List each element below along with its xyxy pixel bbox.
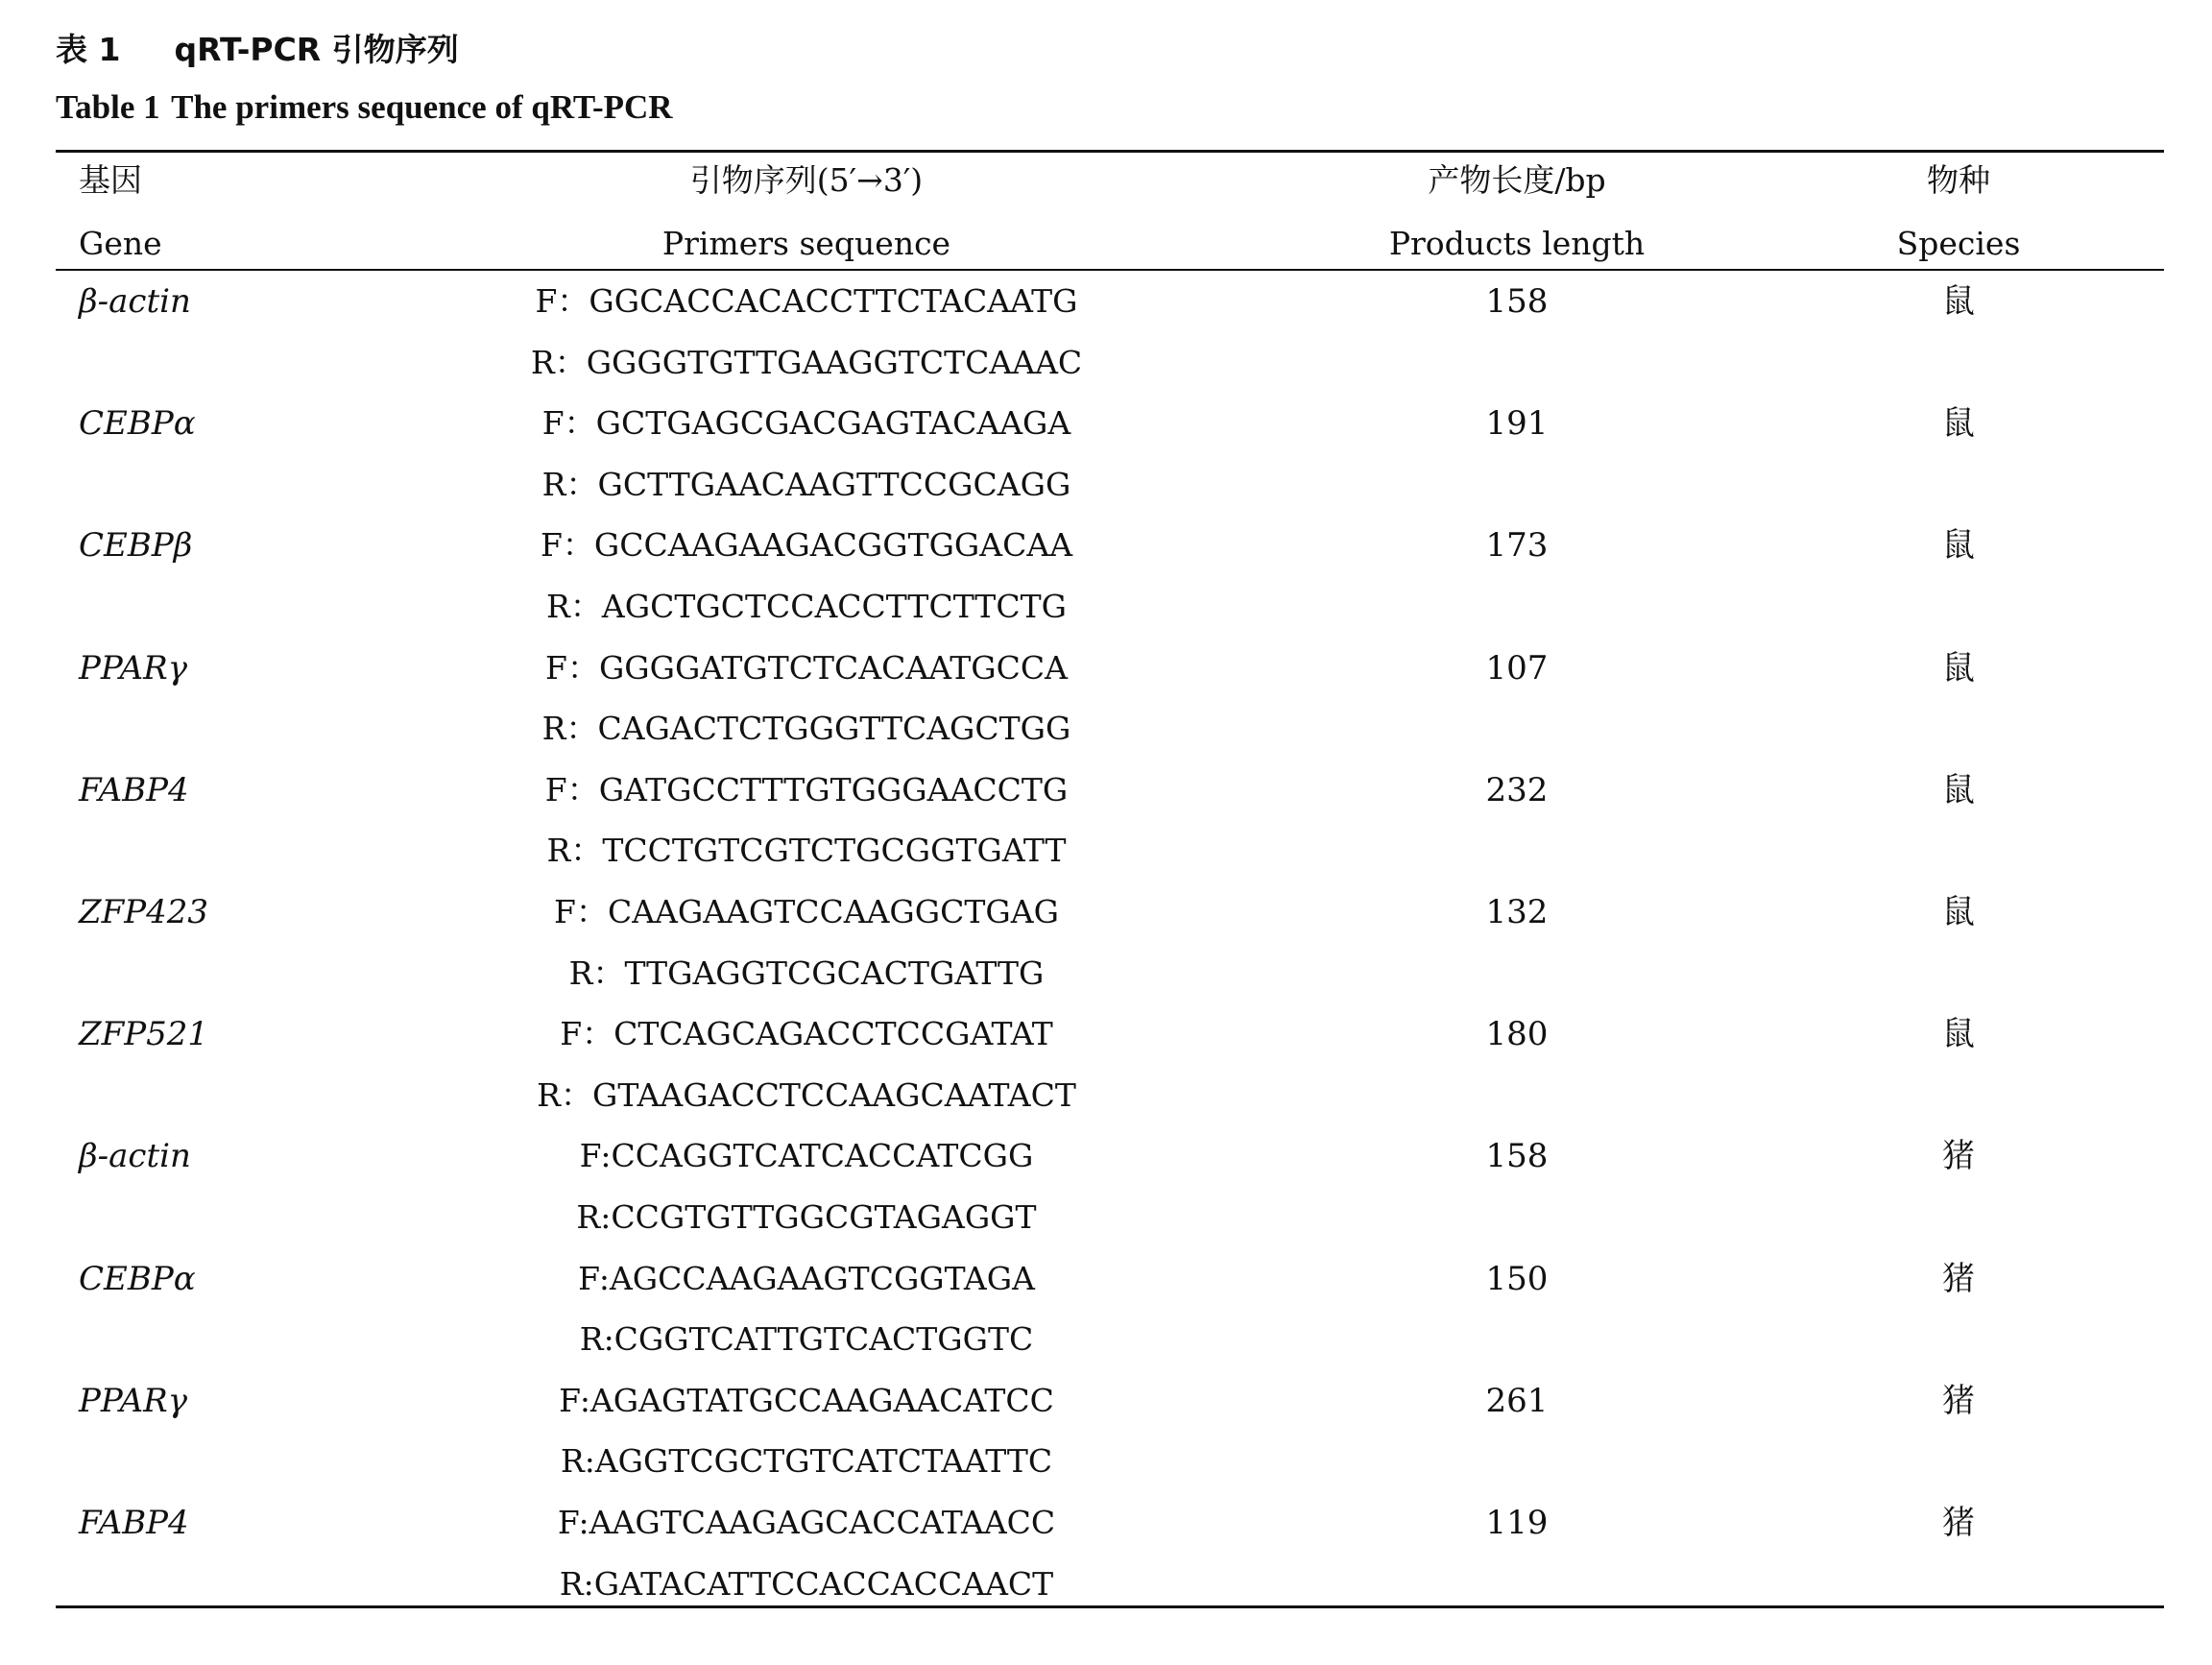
reverse-primer: R：GCTTGAACAAGTTCCGCAGG xyxy=(541,465,1071,503)
product-length: 158 xyxy=(1485,282,1549,321)
species: 鼠 xyxy=(1942,282,1975,321)
table-row xyxy=(0,638,2212,699)
forward-primer: F:CCAGGTCATCACCATCGG xyxy=(579,1137,1034,1175)
forward-primer: F：GGGGATGTCTCACAATGCCA xyxy=(545,648,1068,687)
header-species-cn: 物种 xyxy=(1927,161,1990,199)
product-length: 150 xyxy=(1485,1259,1549,1298)
forward-primer: F：GCTGAGCGACGAGTACAAGA xyxy=(541,404,1071,443)
table-row xyxy=(0,271,2212,332)
gene-name: CEBPβ xyxy=(79,526,193,566)
table-row-reverse xyxy=(0,1431,2212,1492)
reverse-primer: R:GATACATTCCACCACCAACT xyxy=(559,1564,1054,1603)
species: 猪 xyxy=(1942,1137,1975,1176)
table-row xyxy=(0,1248,2212,1310)
caption-en-label: Table 1 xyxy=(56,88,160,126)
reverse-primer: R：GTAAGACCTCCAAGCAATACT xyxy=(537,1075,1076,1114)
gene-name: CEBPα xyxy=(79,1259,196,1298)
table-row-reverse xyxy=(0,1309,2212,1370)
gene-name: FABP4 xyxy=(79,770,189,809)
caption-cn-label: 表 1 xyxy=(56,31,121,68)
header-length-cn: 产物长度/bp xyxy=(1428,161,1606,199)
product-length: 180 xyxy=(1485,1015,1549,1054)
table-bottom-rule xyxy=(56,1605,2164,1608)
product-length: 261 xyxy=(1485,1381,1549,1420)
species: 鼠 xyxy=(1942,770,1975,809)
forward-primer: F:AGAGTATGCCAAGAACATCC xyxy=(559,1381,1054,1419)
table-row xyxy=(0,515,2212,576)
table-row-reverse xyxy=(0,1187,2212,1248)
gene-name: FABP4 xyxy=(79,1504,189,1542)
product-length: 132 xyxy=(1485,893,1549,931)
table-row-reverse xyxy=(0,1065,2212,1126)
table-row-reverse xyxy=(0,576,2212,638)
reverse-primer: R：GGGGTGTTGAAGGTCTCAAAC xyxy=(530,343,1083,381)
header-primer-en: Primers sequence xyxy=(661,225,951,262)
reverse-primer: R：CAGACTCTGGGTTCAGCTGG xyxy=(541,710,1071,748)
table-row-reverse xyxy=(0,454,2212,516)
product-length: 107 xyxy=(1485,648,1549,688)
forward-primer: F:AAGTCAAGAGCACCATAACC xyxy=(557,1504,1056,1541)
table-row xyxy=(0,1125,2212,1187)
header-species-en: Species xyxy=(1896,225,2021,262)
gene-name: PPARγ xyxy=(79,1381,188,1420)
header-gene-cn: 基因 xyxy=(79,161,142,199)
table-row xyxy=(0,881,2212,943)
forward-primer: F：GGCACCACACCTTCTACAATG xyxy=(535,282,1078,320)
forward-primer: F：CTCAGCAGACCTCCGATAT xyxy=(560,1015,1053,1053)
table-row-reverse xyxy=(0,943,2212,1004)
table-row xyxy=(0,760,2212,821)
table-row xyxy=(0,393,2212,454)
species: 鼠 xyxy=(1942,526,1975,566)
reverse-primer: R：TTGAGGTCGCACTGATTG xyxy=(568,953,1045,992)
caption-cn-title: qRT-PCR 引物序列 xyxy=(174,31,459,68)
forward-primer: F:AGCCAAGAAGTCGGTAGA xyxy=(578,1259,1035,1297)
forward-primer: F：GATGCCTTTGTGGGAACCTG xyxy=(544,770,1069,808)
species: 鼠 xyxy=(1942,648,1975,688)
table-row xyxy=(0,1003,2212,1065)
reverse-primer: R：AGCTGCTCCACCTTCTTCTG xyxy=(546,588,1067,625)
product-length: 173 xyxy=(1485,526,1549,566)
reverse-primer: R:CCGTGTTGGCGTAGAGGT xyxy=(576,1198,1037,1236)
species: 猪 xyxy=(1942,1259,1975,1298)
forward-primer: F：CAAGAAGTCCAAGGCTGAG xyxy=(554,893,1059,930)
species: 鼠 xyxy=(1942,893,1975,931)
product-length: 119 xyxy=(1485,1504,1549,1542)
reverse-primer: R：TCCTGTCGTCTGCGGTGATT xyxy=(546,832,1067,870)
gene-name: β-actin xyxy=(79,282,191,321)
species: 鼠 xyxy=(1942,1015,1975,1054)
reverse-primer: R:AGGTCGCTGTCATCTAATTC xyxy=(560,1442,1053,1481)
species: 猪 xyxy=(1942,1381,1975,1420)
header-primer-cn: 引物序列(5′→3′) xyxy=(689,161,924,199)
gene-name: PPARγ xyxy=(79,648,188,688)
forward-primer: F：GCCAAGAAGACGGTGGACAA xyxy=(540,526,1073,565)
gene-name: β-actin xyxy=(79,1137,191,1176)
caption-en-title: The primers sequence of qRT-PCR xyxy=(171,88,673,126)
table-row xyxy=(0,1370,2212,1432)
species: 猪 xyxy=(1942,1504,1975,1542)
product-length: 232 xyxy=(1485,770,1549,809)
reverse-primer: R:CGGTCATTGTCACTGGTC xyxy=(579,1320,1034,1359)
header-length-en: Products length xyxy=(1388,225,1646,262)
gene-name: ZFP423 xyxy=(79,893,208,931)
table-row xyxy=(0,1492,2212,1554)
header-gene-en: Gene xyxy=(79,225,162,262)
product-length: 191 xyxy=(1485,404,1549,444)
table-row-reverse xyxy=(0,332,2212,394)
product-length: 158 xyxy=(1485,1137,1549,1176)
table-row-reverse xyxy=(0,698,2212,760)
gene-name: ZFP521 xyxy=(79,1015,208,1054)
table-row-reverse xyxy=(0,820,2212,881)
species: 鼠 xyxy=(1942,404,1975,444)
gene-name: CEBPα xyxy=(79,404,196,444)
